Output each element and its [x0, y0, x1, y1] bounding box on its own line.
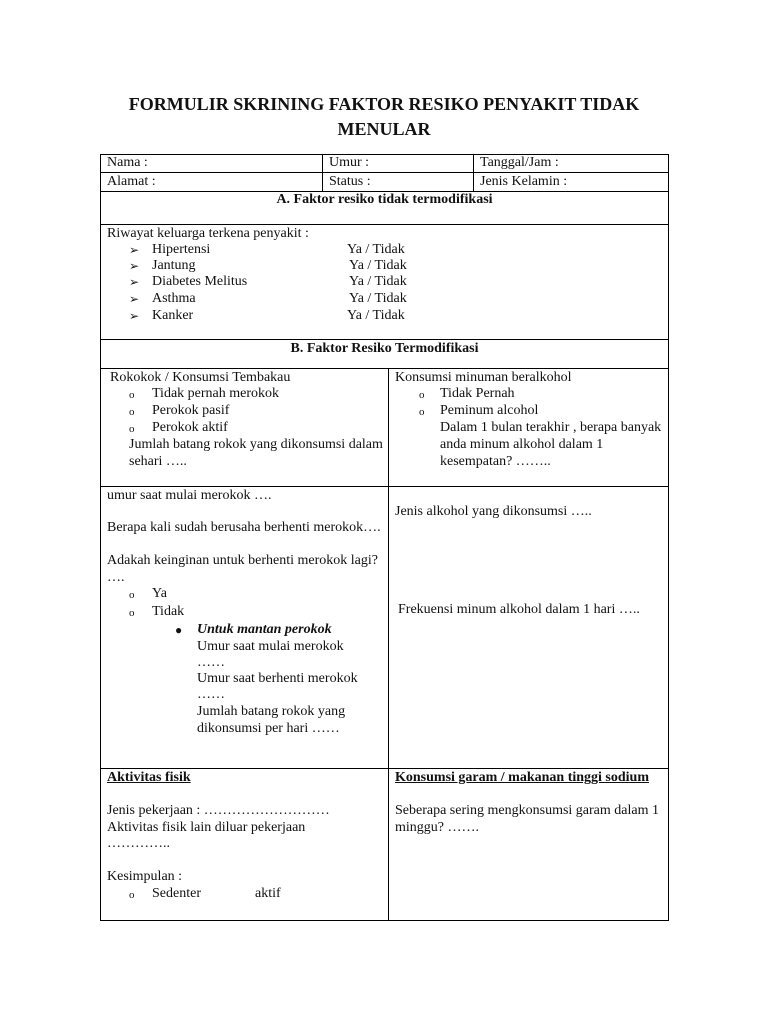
field-tanggal[interactable]	[473, 154, 669, 173]
alkohol-title: Konsumsi minuman beralkohol	[395, 370, 572, 385]
radio-circle-icon[interactable]: o	[129, 607, 135, 619]
field-alamat[interactable]	[100, 172, 323, 192]
berusaha-berhenti: Berapa kali sudah berusaha berhenti merokok….	[107, 520, 381, 535]
label-status: Status :	[329, 174, 371, 189]
radio-circle-icon[interactable]: o	[129, 889, 135, 901]
aktivitas-cell	[100, 768, 389, 921]
riwayat-intro: Riwayat keluarga terkena penyakit :	[107, 226, 309, 241]
keinginan-line1: Adakah keinginan untuk berhenti merokok lagi?	[107, 553, 378, 568]
answer-asthma[interactable]: Ya / Tidak	[349, 291, 407, 306]
section-a-heading-text: A. Faktor resiko tidak termodifikasi	[276, 192, 493, 207]
garam-cell	[388, 768, 669, 921]
radio-circle-icon[interactable]: o	[129, 423, 135, 435]
aktivitas-title: Aktivitas fisik	[107, 770, 191, 785]
keinginan-line2: ….	[107, 570, 125, 585]
mantan-umur-berhenti: Umur saat berhenti merokok	[197, 671, 358, 686]
section-b-heading	[100, 339, 669, 369]
kesimpulan-label: Kesimpulan :	[107, 869, 183, 884]
field-nama[interactable]	[100, 154, 323, 173]
radio-circle-icon[interactable]: o	[419, 389, 425, 401]
arrow-icon: ➢	[129, 259, 140, 273]
radio-circle-icon[interactable]: o	[129, 389, 135, 401]
garam-question-line2: minggu? …….	[395, 820, 479, 835]
mantan-umur-mulai-dots: ……	[197, 655, 225, 670]
garam-title: Konsumsi garam / makanan tinggi sodium	[395, 770, 649, 785]
rokok-cell	[100, 368, 389, 487]
alkohol-desc-line2: anda minum alkohol dalam 1	[440, 437, 604, 452]
mantan-jumlah-line1: Jumlah batang rokok yang	[197, 704, 346, 719]
mantan-umur-mulai: Umur saat mulai merokok	[197, 639, 344, 654]
umur-mulai-merokok: umur saat mulai merokok ….	[107, 488, 272, 503]
jenis-pekerjaan: Jenis pekerjaan : ………………………	[107, 803, 330, 818]
mantan-perokok-title: Untuk mantan perokok	[197, 622, 332, 637]
item-kanker: Kanker	[152, 308, 194, 323]
field-umur[interactable]	[322, 154, 474, 173]
answer-hipertensi[interactable]: Ya / Tidak	[347, 242, 405, 257]
rokok-jumlah-line1: Jumlah batang rokok yang dikonsumsi dalam	[129, 437, 383, 452]
radio-circle-icon[interactable]: o	[129, 589, 135, 601]
garam-question-line1: Seberapa sering mengkonsumsi garam dalam 1	[395, 803, 659, 818]
bullet-dot-icon: ●	[175, 623, 183, 637]
label-alamat: Alamat :	[107, 174, 156, 189]
frekuensi-alkohol: Frekuensi minum alkohol dalam 1 hari …..	[398, 602, 640, 617]
arrow-icon: ➢	[129, 292, 140, 306]
rokok-detail-cell	[100, 486, 389, 769]
answer-kanker[interactable]: Ya / Tidak	[347, 308, 405, 323]
item-jantung: Jantung	[152, 258, 196, 273]
mantan-umur-berhenti-dots: ……	[197, 687, 225, 702]
alkohol-option-peminum[interactable]: Peminum alcohol	[440, 403, 539, 418]
item-hipertensi: Hipertensi	[152, 242, 211, 257]
label-tanggal: Tanggal/Jam :	[480, 155, 559, 170]
kesimpulan-option-sedenter[interactable]: Sedenter	[152, 886, 201, 901]
title-line-2: MENULAR	[337, 119, 431, 139]
rokok-title: Rokokok / Konsumsi Tembakau	[110, 370, 291, 385]
mantan-jumlah-line2: dikonsumsi per hari ……	[197, 721, 340, 736]
field-jenis-kelamin[interactable]	[473, 172, 669, 192]
radio-circle-icon[interactable]: o	[419, 406, 425, 418]
item-asthma: Asthma	[152, 291, 196, 306]
section-b-heading-text: B. Faktor Resiko Termodifikasi	[290, 341, 479, 356]
alkohol-desc-line3: kesempatan? ……..	[440, 454, 551, 469]
label-nama: Nama :	[107, 155, 148, 170]
form-title	[100, 92, 668, 142]
keinginan-option-tidak[interactable]: Tidak	[152, 604, 185, 619]
rokok-option-pasif[interactable]: Perokok pasif	[152, 403, 230, 418]
rokok-option-tidak-pernah[interactable]: Tidak pernah merokok	[152, 386, 280, 401]
jenis-alkohol: Jenis alkohol yang dikonsumsi …..	[395, 504, 592, 519]
kesimpulan-option-aktif[interactable]: aktif	[255, 886, 281, 901]
answer-diabetes[interactable]: Ya / Tidak	[349, 274, 407, 289]
radio-circle-icon[interactable]: o	[129, 406, 135, 418]
arrow-icon: ➢	[129, 309, 140, 323]
arrow-icon: ➢	[129, 275, 140, 289]
item-diabetes: Diabetes Melitus	[152, 274, 248, 289]
section-a-body	[100, 224, 669, 340]
alkohol-desc-line1: Dalam 1 bulan terakhir , berapa banyak	[440, 420, 662, 435]
arrow-icon: ➢	[129, 243, 140, 257]
keinginan-option-ya[interactable]: Ya	[152, 586, 167, 601]
label-jenis-kelamin: Jenis Kelamin :	[480, 174, 568, 189]
answer-jantung[interactable]: Ya / Tidak	[349, 258, 407, 273]
rokok-jumlah-line2: sehari …..	[129, 454, 187, 469]
alkohol-cell	[388, 368, 669, 487]
section-a-heading	[100, 191, 669, 225]
aktivitas-lain-line2: …………..	[107, 836, 170, 851]
alkohol-option-tidak-pernah[interactable]: Tidak Pernah	[440, 386, 515, 401]
field-status[interactable]	[322, 172, 474, 192]
aktivitas-lain-line1: Aktivitas fisik lain diluar pekerjaan	[107, 820, 306, 835]
alkohol-detail-cell	[388, 486, 669, 769]
title-line-1: FORMULIR SKRINING FAKTOR RESIKO PENYAKIT TIDAK	[128, 94, 640, 114]
label-umur: Umur :	[329, 155, 370, 170]
rokok-option-aktif[interactable]: Perokok aktif	[152, 420, 228, 435]
